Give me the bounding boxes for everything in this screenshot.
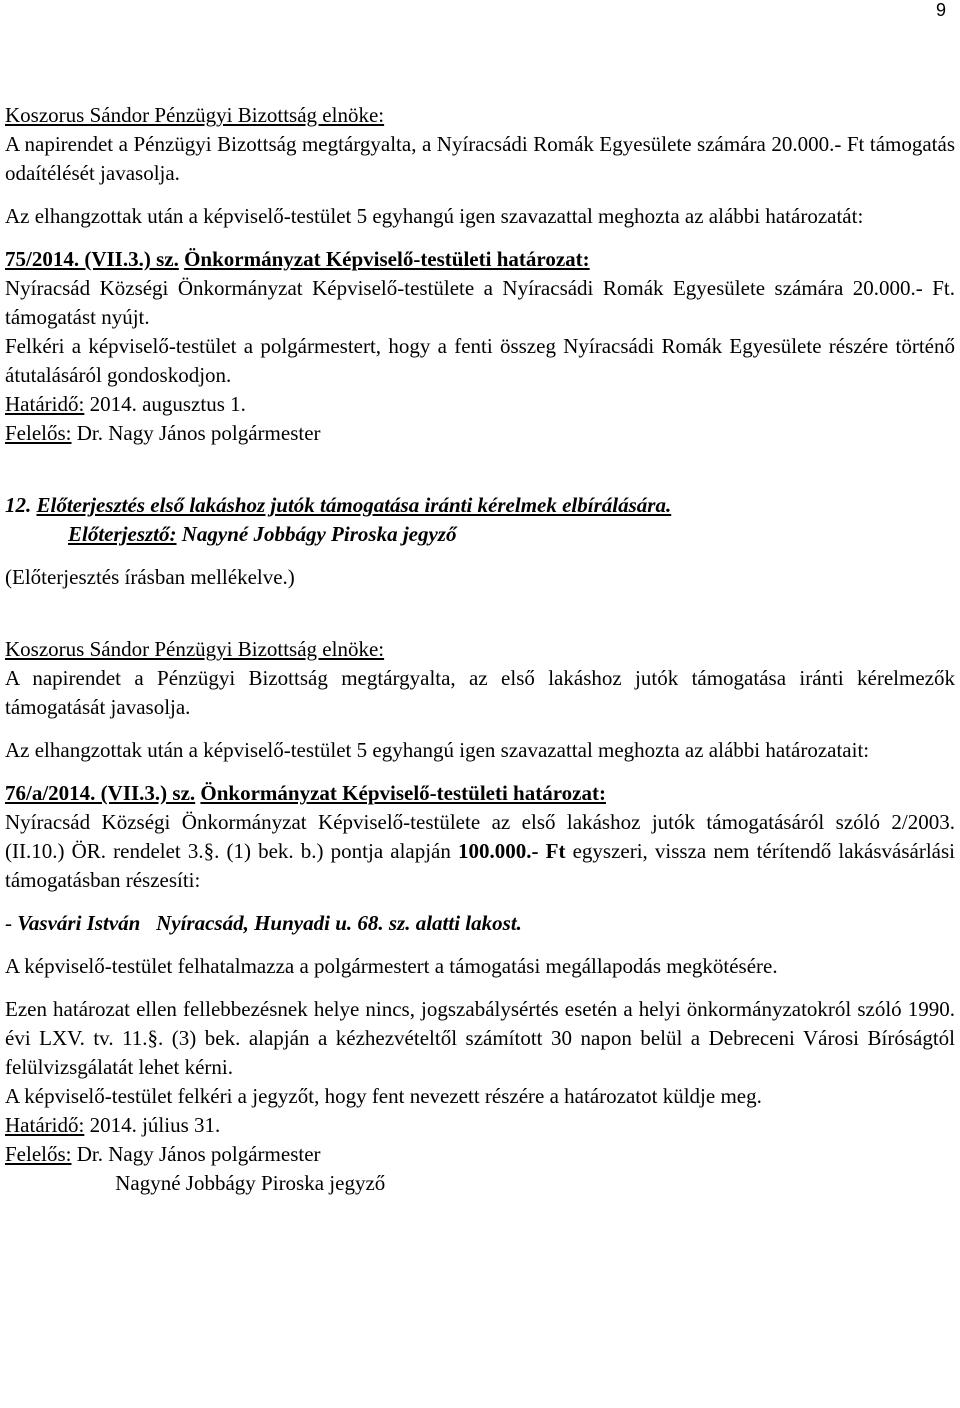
deadline-value: 2014. július 31. — [84, 1113, 221, 1137]
authorization-text: A képviselő-testület felhatalmazza a polgármestert a támogatási megállapodás megkötésére. — [5, 954, 778, 978]
responsible-value-2: Nagyné Jobbágy Piroska jegyző — [115, 1171, 386, 1195]
resolution-number: 76/a/2014. (VII.3.) sz. — [5, 781, 196, 805]
responsible-label: Felelős: — [5, 421, 72, 445]
document-body — [5, 101, 955, 1198]
responsible-value: Dr. Nagy János polgármester — [71, 1142, 321, 1166]
resolution-text-part: egyszeri, vissza nem térítendő lakásvásárlási támogatásban részesíti: — [5, 839, 955, 892]
vote-statement: Az elhangzottak után a képviselő-testület 5 egyhangú igen szavazattal meghozta az alábbi határozatait: — [5, 738, 870, 762]
beneficiary-line — [5, 909, 955, 938]
speaker-heading — [5, 635, 955, 664]
support-amount: 100.000.- Ft — [458, 839, 566, 863]
speaker-statement: A napirendet a Pénzügyi Bizottság megtárgyalta, a Nyíracsádi Romák Egyesülete számára 20.000.- Ft támogatás odaítélését javasolja. — [5, 132, 955, 185]
list-dash: - — [5, 911, 18, 935]
deadline-label: Határidő: — [5, 392, 85, 416]
speaker-name: Koszorus Sándor Pénzügyi Bizottság elnöke: — [5, 103, 385, 127]
speaker-heading — [5, 101, 955, 130]
resolution-title: Önkormányzat Képviselő-testületi határozat: — [184, 247, 590, 271]
deadline-line — [5, 1111, 955, 1140]
deadline-value: 2014. augusztus 1. — [84, 392, 246, 416]
agenda-item-title: Előterjesztés első lakáshoz jutók támogatása iránti kérelmek elbírálására. — [36, 493, 672, 517]
resolution-heading — [5, 779, 955, 808]
responsible-line-2 — [5, 1169, 955, 1198]
agenda-item-heading — [5, 491, 955, 520]
resolution-text — [5, 808, 955, 895]
presenter-label: Előterjesztő: — [68, 522, 177, 546]
beneficiary-name: Vasvári István — [17, 911, 141, 935]
resolution-text: Nyíracsád Községi Önkormányzat Képviselő-testülete a Nyíracsádi Romák Egyesülete számára 20.000.- Ft. támogatást nyújt. — [5, 276, 955, 329]
notification-text: A képviselő-testület felkéri a jegyzőt, hogy fent nevezett részére a határozatot küldje meg. — [5, 1084, 762, 1108]
resolution-title: Önkormányzat Képviselő-testületi határozat: — [200, 781, 606, 805]
responsible-value: Dr. Nagy János polgármester — [71, 421, 321, 445]
deadline-line — [5, 390, 955, 419]
page-number: 9 — [935, 0, 946, 20]
speaker-name: Koszorus Sándor Pénzügyi Bizottság elnöke: — [5, 637, 385, 661]
responsible-line — [5, 419, 955, 448]
responsible-line — [5, 1140, 955, 1169]
speaker-statement: A napirendet a Pénzügyi Bizottság megtárgyalta, az első lakáshoz jutók támogatása iránti kérelmezők támogatását javasolja. — [5, 666, 955, 719]
presenter-line — [5, 520, 955, 549]
deadline-label: Határidő: — [5, 1113, 85, 1137]
responsible-label: Felelős: — [5, 1142, 72, 1166]
resolution-text-part: Nyíracsád Községi Önkormányzat Képviselő-testülete az első lakáshoz jutók támogatásáról szóló 2/2003. (II.10.) ÖR. rendelet 3.§. (1) bek. b.) pontja alapján — [5, 810, 955, 863]
presenter-value: Nagyné Jobbágy Piroska jegyző — [176, 522, 457, 546]
appeal-text: Ezen határozat ellen fellebbezésnek helye nincs, jogszabálysértés esetén a helyi önkormányzatokról szóló 1990. évi LXV. tv. 11.§. (3) bek. alapján a kézhezvételtől számított 30 napon belül a Debreceni Városi Bíróságtól felülvizsgálatát lehet kérni. — [5, 997, 955, 1079]
agenda-item-number: 12. — [5, 493, 32, 517]
resolution-request: Felkéri a képviselő-testület a polgármestert, hogy a fenti összeg Nyíracsádi Romák Egyesülete részére történő átutalásáról gondoskodjon. — [5, 334, 955, 387]
attachment-note: (Előterjesztés írásban mellékelve.) — [5, 565, 295, 589]
resolution-number: 75/2014. (VII.3.) sz. — [5, 247, 179, 271]
beneficiary-address: Nyíracsád, Hunyadi u. 68. sz. alatti lakost. — [156, 911, 522, 935]
resolution-heading — [5, 245, 955, 274]
vote-statement: Az elhangzottak után a képviselő-testület 5 egyhangú igen szavazattal meghozta az alábbi határozatát: — [5, 204, 864, 228]
